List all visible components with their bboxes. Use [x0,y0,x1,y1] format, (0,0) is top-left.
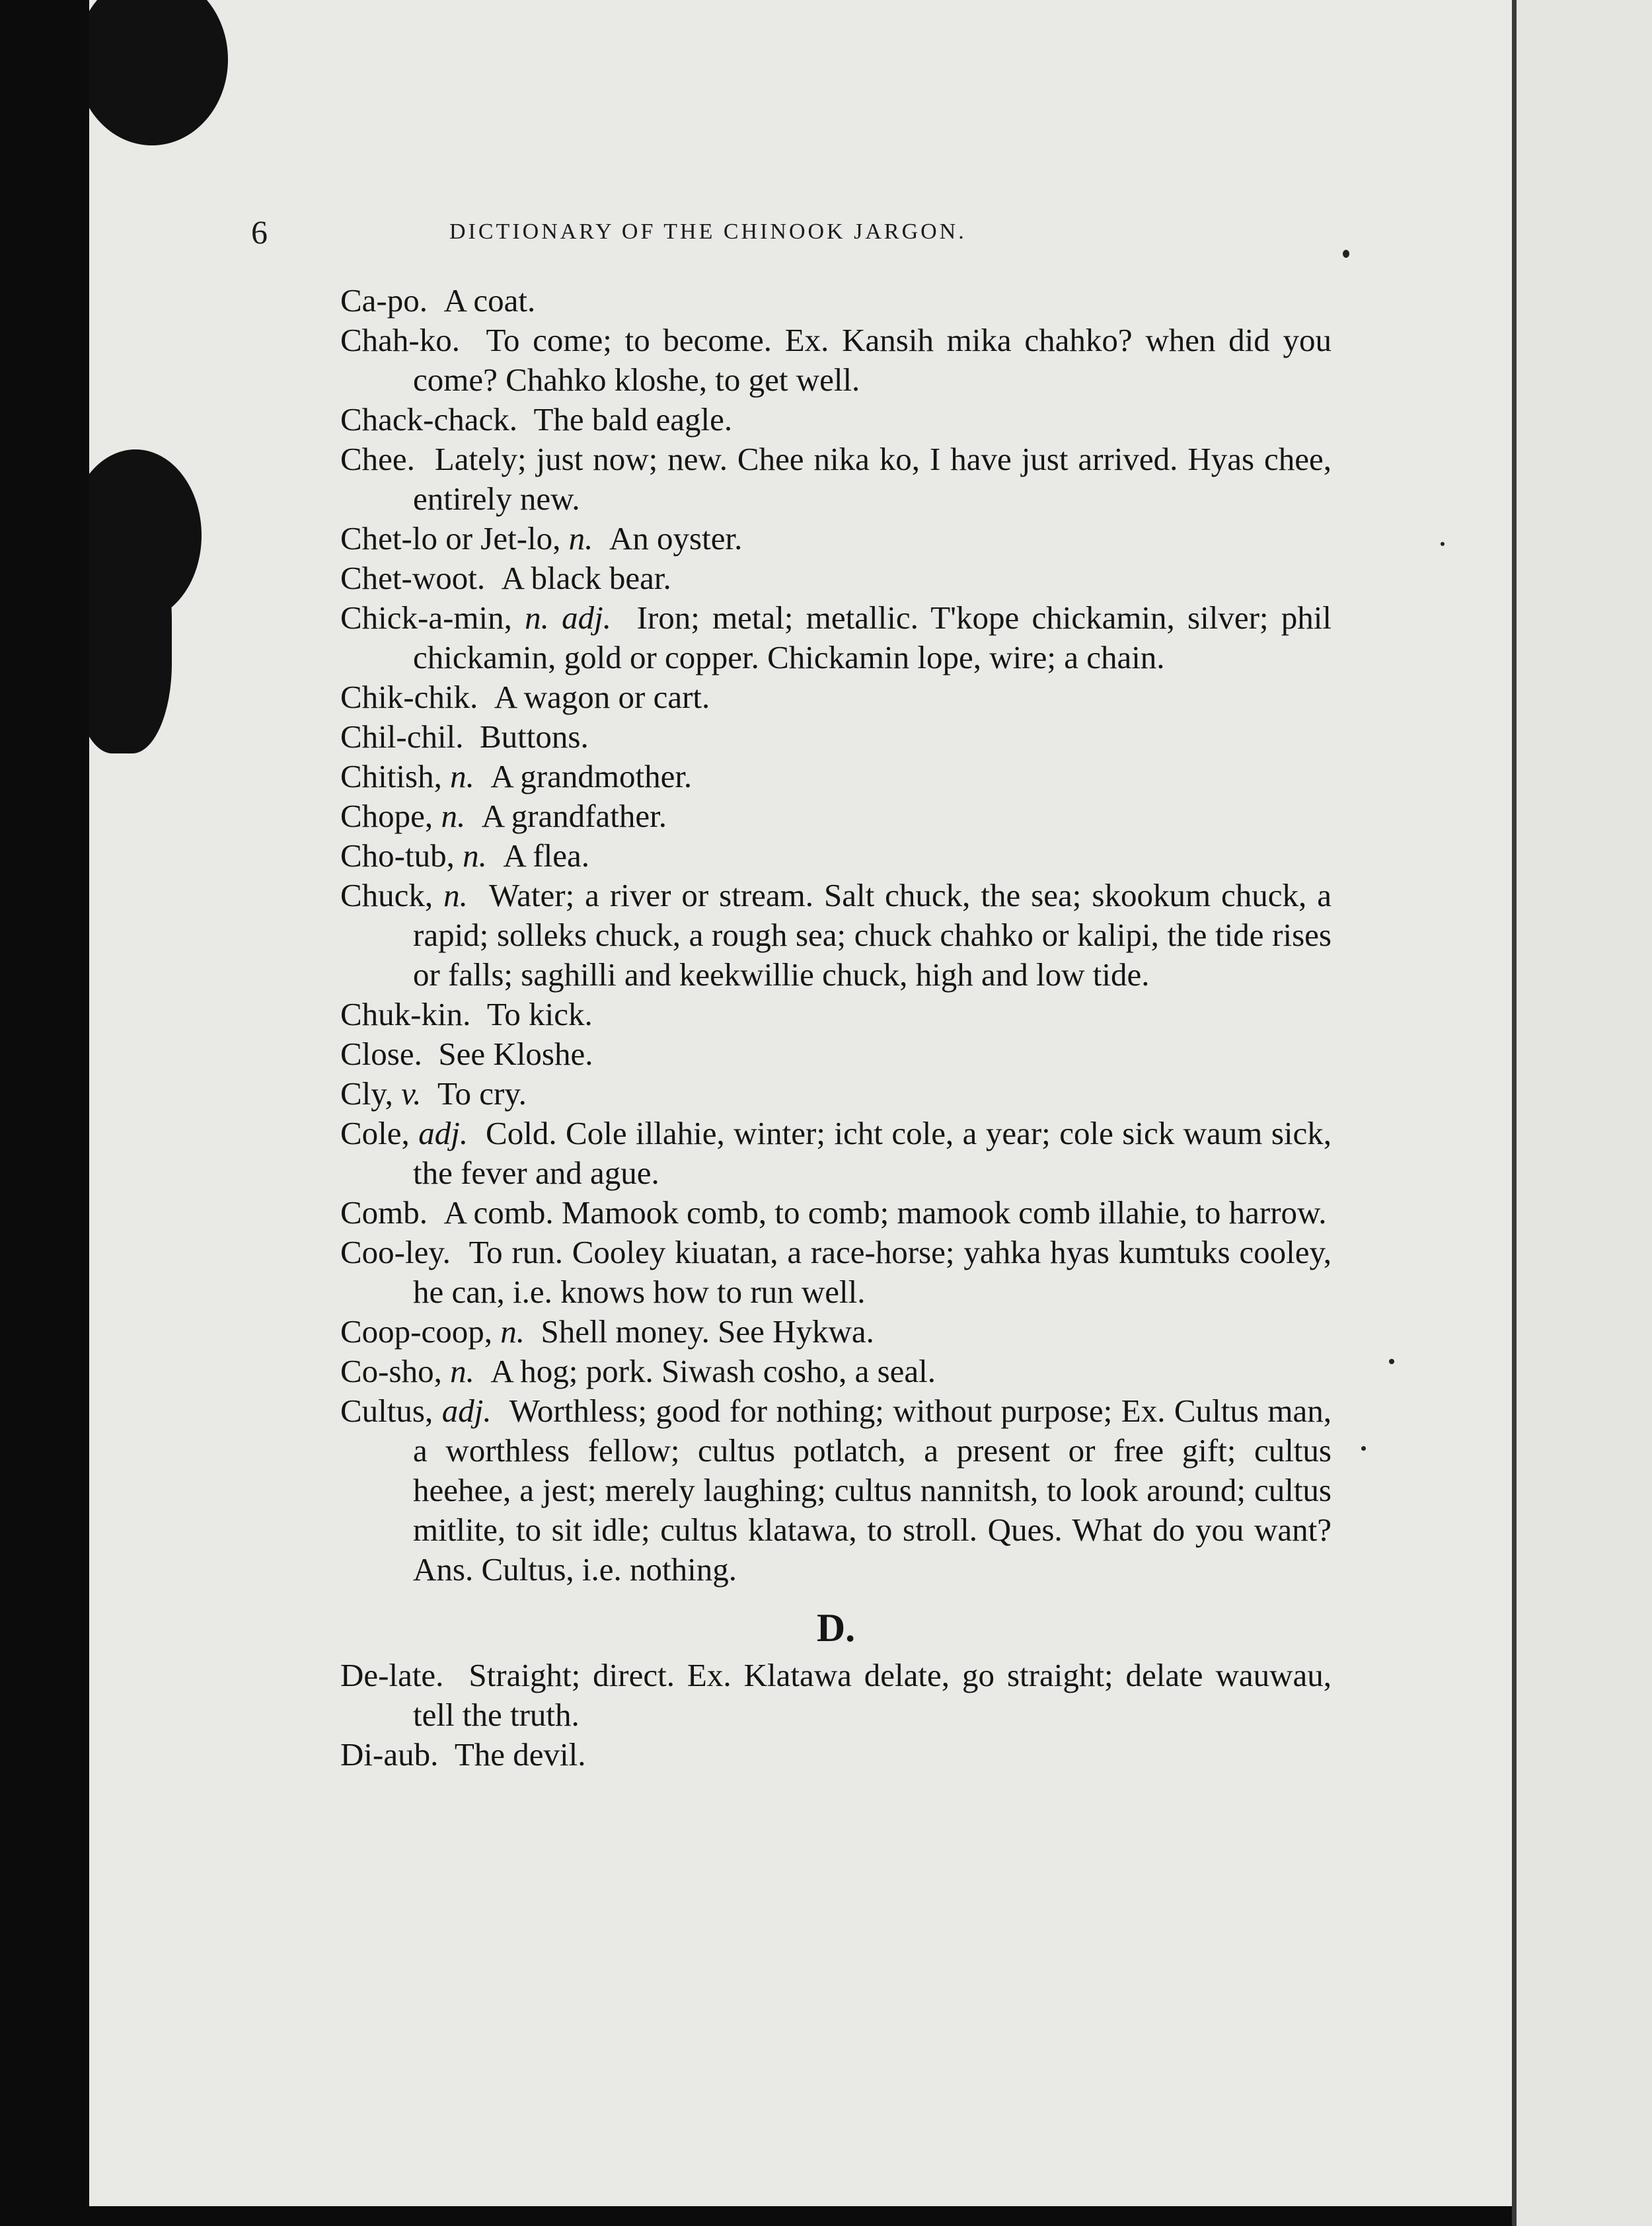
entry-headword: Comb. [340,1194,428,1231]
dictionary-entry [340,1656,1332,1735]
entry-headword: Cole, [340,1115,410,1151]
dictionary-entry [340,1735,1332,1775]
dictionary-entry [340,281,1332,321]
dictionary-entry [340,519,1332,558]
entry-definition: A wagon or cart. [494,679,710,715]
entry-headword: Chuk-kin. [340,996,471,1032]
dictionary-entry [340,757,1332,796]
entry-grammar: n. [441,798,466,834]
dictionary-entry [340,1391,1332,1590]
dictionary-entry [340,995,1332,1034]
entry-grammar: n. [450,1353,474,1389]
ink-stain [89,529,172,753]
entry-definition: An oyster. [609,520,743,556]
entry-definition: To kick. [486,996,593,1032]
page-number: 6 [251,213,268,250]
ink-stain [89,0,228,145]
entry-headword: Chah-ko. [340,322,460,358]
entry-headword: Chet-woot. [340,560,486,596]
dictionary-entry [340,796,1332,836]
dictionary-entry [340,321,1332,400]
dictionary-entry [340,1114,1332,1193]
speck [1389,1359,1394,1364]
entry-definition: To cry. [437,1075,527,1112]
entry-definition: A grandfather. [481,798,667,834]
entry-headword: Chuck, [340,877,433,913]
entry-grammar: n. [450,758,474,794]
facing-page-edge [1517,0,1652,2226]
entry-grammar: adj. [441,1393,492,1429]
entry-definition: A comb. Mamook comb, to comb; mamook comb illahie, to harrow. [443,1194,1327,1231]
entry-headword: Chee. [340,441,415,477]
dictionary-entry [340,400,1332,440]
speck [1441,542,1445,546]
speck [1361,1446,1366,1451]
entry-grammar: n. [443,877,468,913]
entry-grammar: adj. [418,1115,469,1151]
gutter-edge [1512,0,1517,2226]
section-d [340,1656,1332,1775]
entry-grammar: n. [500,1313,525,1350]
entry-definition: Shell money. See Hykwa. [541,1313,874,1350]
entry-headword: Cly, [340,1075,393,1112]
entry-headword: Coop-coop, [340,1313,492,1350]
entry-headword: Chack-chack. [340,401,517,438]
entry-definition: A grandmother. [490,758,693,794]
entry-grammar: n. adj. [525,599,612,636]
entry-headword: Cultus, [340,1393,433,1429]
entry-definition: To come; to become. Ex. Kansih mika chahko? when did you come? Chahko kloshe, to get well. [413,322,1332,398]
section-c [340,281,1332,1590]
entry-definition: Straight; direct. Ex. Klatawa delate, go straight; delate wauwau, tell the truth. [413,1657,1332,1733]
dictionary-entry [340,598,1332,677]
entry-definition: Iron; metal; metallic. T'kope chickamin, silver; phil chickamin, gold or copper. Chickamin lope, wire; a chain. [413,599,1332,675]
entry-headword: Chope, [340,798,433,834]
section-letter: D. [816,1606,856,1650]
entry-definition: The devil. [454,1736,586,1773]
page-header [251,213,1348,252]
dictionary-entry [340,1233,1332,1312]
dictionary-entry [340,836,1332,876]
entry-definition: Water; a river or stream. Salt chuck, the sea; skookum chuck, a rapid; solleks chuck, a rough sea; chuck chahko or kalipi, the tide rises or falls; saghilli and keekwillie chuck, high and low tide. [413,877,1332,993]
entry-definition: A hog; pork. Siwash cosho, a seal. [490,1353,936,1389]
dictionary-entries [340,281,1332,1775]
entry-headword: Chick-a-min, [340,599,512,636]
entry-definition: Worthless; good for nothing; without purpose; Ex. Cultus man, a worthless fellow; cultus potlatch, a present or free gift; cultus heehee, a jest; merely laughing; cultus nannitsh, to look around; cultus mitlite, to sit idle; cultus klatawa, to stroll. Ques. What do you want? Ans. Cultus, i.e. nothing. [413,1393,1332,1588]
entry-headword: Chil-chil. [340,718,464,755]
entry-headword: Ca-po. [340,282,428,319]
entry-grammar: n. [568,520,593,556]
entry-definition: A flea. [503,837,589,874]
entry-grammar: n. [463,837,487,874]
running-head: DICTIONARY OF THE CHINOOK JARGON. [449,219,967,244]
entry-headword: Co-sho, [340,1353,442,1389]
entry-headword: Cho-tub, [340,837,455,874]
dictionary-entry [340,876,1332,995]
entry-definition: Lately; just now; new. Chee nika ko, I have just arrived. Hyas chee, entirely new. [413,441,1332,517]
entry-definition: Buttons. [479,718,589,755]
dictionary-entry [340,1312,1332,1352]
dictionary-entry [340,440,1332,519]
dictionary-entry [340,717,1332,757]
entry-definition: To run. Cooley kiuatan, a race-horse; yahka hyas kumtuks cooley, he can, i.e. knows how to run well. [413,1234,1332,1310]
dictionary-entry [340,1352,1332,1391]
entry-headword: Chitish, [340,758,442,794]
entry-headword: De-late. [340,1657,444,1693]
entry-definition: A black bear. [501,560,671,596]
entry-headword: Chik-chik. [340,679,478,715]
entry-headword: Close. [340,1036,422,1072]
entry-definition: A coat. [443,282,536,319]
dictionary-entry [340,1034,1332,1074]
entry-definition: See Kloshe. [438,1036,593,1072]
entry-headword: Chet-lo or Jet-lo, [340,520,561,556]
entry-headword: Coo-ley. [340,1234,451,1270]
entry-headword: Di-aub. [340,1736,439,1773]
dictionary-entry [340,558,1332,598]
entry-definition: Cold. Cole illahie, winter; icht cole, a year; cole sick waum sick, the fever and ague. [413,1115,1332,1191]
dictionary-entry [340,1074,1332,1114]
entry-definition: The bald eagle. [533,401,733,438]
dictionary-entry [340,1193,1332,1233]
entry-grammar: v. [401,1075,422,1112]
dictionary-entry [340,677,1332,717]
